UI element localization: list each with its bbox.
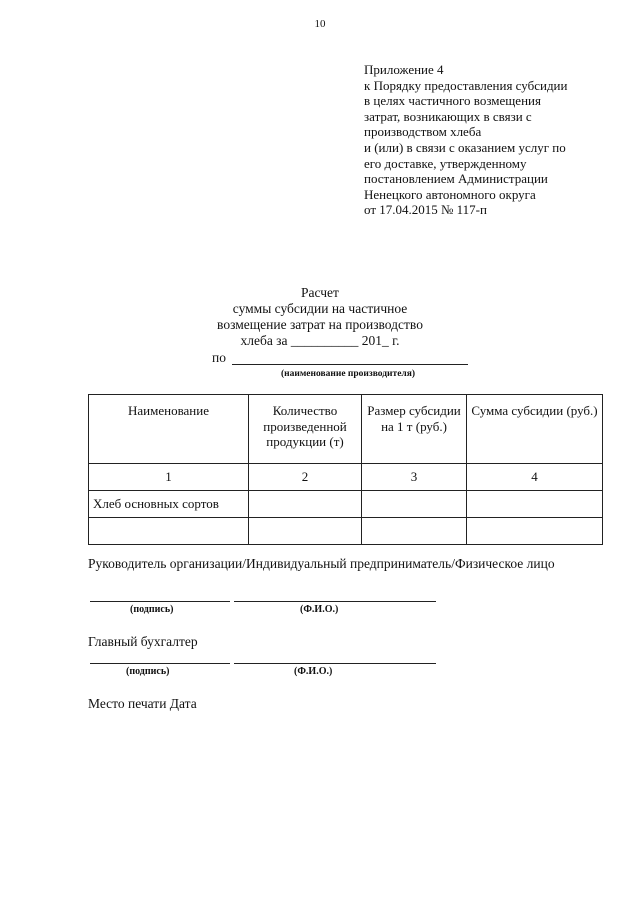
accountant-signature-caption: (подпись) bbox=[126, 666, 170, 677]
table-header-row bbox=[89, 395, 603, 464]
appendix-line: его доставке, утвержденному bbox=[364, 155, 527, 171]
producer-field bbox=[212, 350, 472, 368]
table-row bbox=[89, 491, 603, 518]
table-cell bbox=[362, 491, 467, 518]
document-title bbox=[150, 285, 490, 349]
appendix-line: к Порядку предоставления субсидии bbox=[364, 77, 568, 93]
appendix-line: постановлением Администрации bbox=[364, 171, 548, 187]
page-number: 10 bbox=[314, 18, 326, 30]
head-name-caption: (Ф.И.О.) bbox=[300, 604, 339, 615]
stamp-date-label: Место печати Дата bbox=[88, 696, 197, 711]
column-number: 4 bbox=[467, 464, 603, 491]
appendix-line: в целях частичного возмещения bbox=[364, 93, 541, 109]
subsidy-table bbox=[88, 394, 603, 545]
table-cell bbox=[362, 518, 467, 545]
title-line: возмещение затрат на производство bbox=[217, 317, 423, 332]
accountant-title: Главный бухгалтер bbox=[88, 634, 198, 649]
title-line: Расчет bbox=[301, 285, 339, 300]
title-line: хлеба за __________ 201_ г. bbox=[240, 333, 400, 348]
header-cell-quantity: Количество произведенной продукции (т) bbox=[249, 395, 362, 464]
appendix-line: затрат, возникающих в связи с bbox=[364, 108, 532, 124]
appendix-note bbox=[364, 62, 614, 218]
column-number: 3 bbox=[362, 464, 467, 491]
table-cell: Хлеб основных сортов bbox=[89, 491, 249, 518]
accountant-name-caption: (Ф.И.О.) bbox=[294, 666, 333, 677]
table-cell bbox=[249, 518, 362, 545]
appendix-line: производством хлеба bbox=[364, 124, 482, 140]
column-number: 1 bbox=[89, 464, 249, 491]
header-cell-name: Наименование bbox=[89, 395, 249, 464]
appendix-line: Ненецкого автономного округа bbox=[364, 186, 536, 202]
title-line: суммы субсидии на частичное bbox=[232, 301, 408, 316]
appendix-line: от 17.04.2015 № 117-п bbox=[364, 202, 487, 218]
producer-label: по bbox=[212, 350, 226, 365]
appendix-line: Приложение 4 bbox=[364, 62, 444, 77]
table-column-numbers-row bbox=[89, 464, 603, 491]
accountant-signature-line bbox=[90, 663, 230, 664]
table-cell bbox=[467, 491, 603, 518]
head-signature-caption: (подпись) bbox=[130, 604, 174, 615]
accountant-name-line bbox=[234, 663, 436, 664]
header-cell-sum: Сумма субсидии (руб.) bbox=[467, 395, 603, 464]
producer-hint: (наименование производителя) bbox=[280, 369, 416, 379]
head-name-line bbox=[234, 601, 436, 602]
table-cell bbox=[467, 518, 603, 545]
table-row bbox=[89, 518, 603, 545]
appendix-line: и (или) в связи с оказанием услуг по bbox=[364, 139, 566, 155]
header-cell-rate: Размер субсидии на 1 т (руб.) bbox=[362, 395, 467, 464]
column-number: 2 bbox=[249, 464, 362, 491]
table-cell bbox=[89, 518, 249, 545]
producer-blank-line bbox=[232, 364, 468, 365]
head-signature-line bbox=[90, 601, 230, 602]
head-signature-title: Руководитель организации/Индивидуальный предприниматель/Физическое лицо bbox=[88, 556, 555, 571]
table-cell bbox=[249, 491, 362, 518]
